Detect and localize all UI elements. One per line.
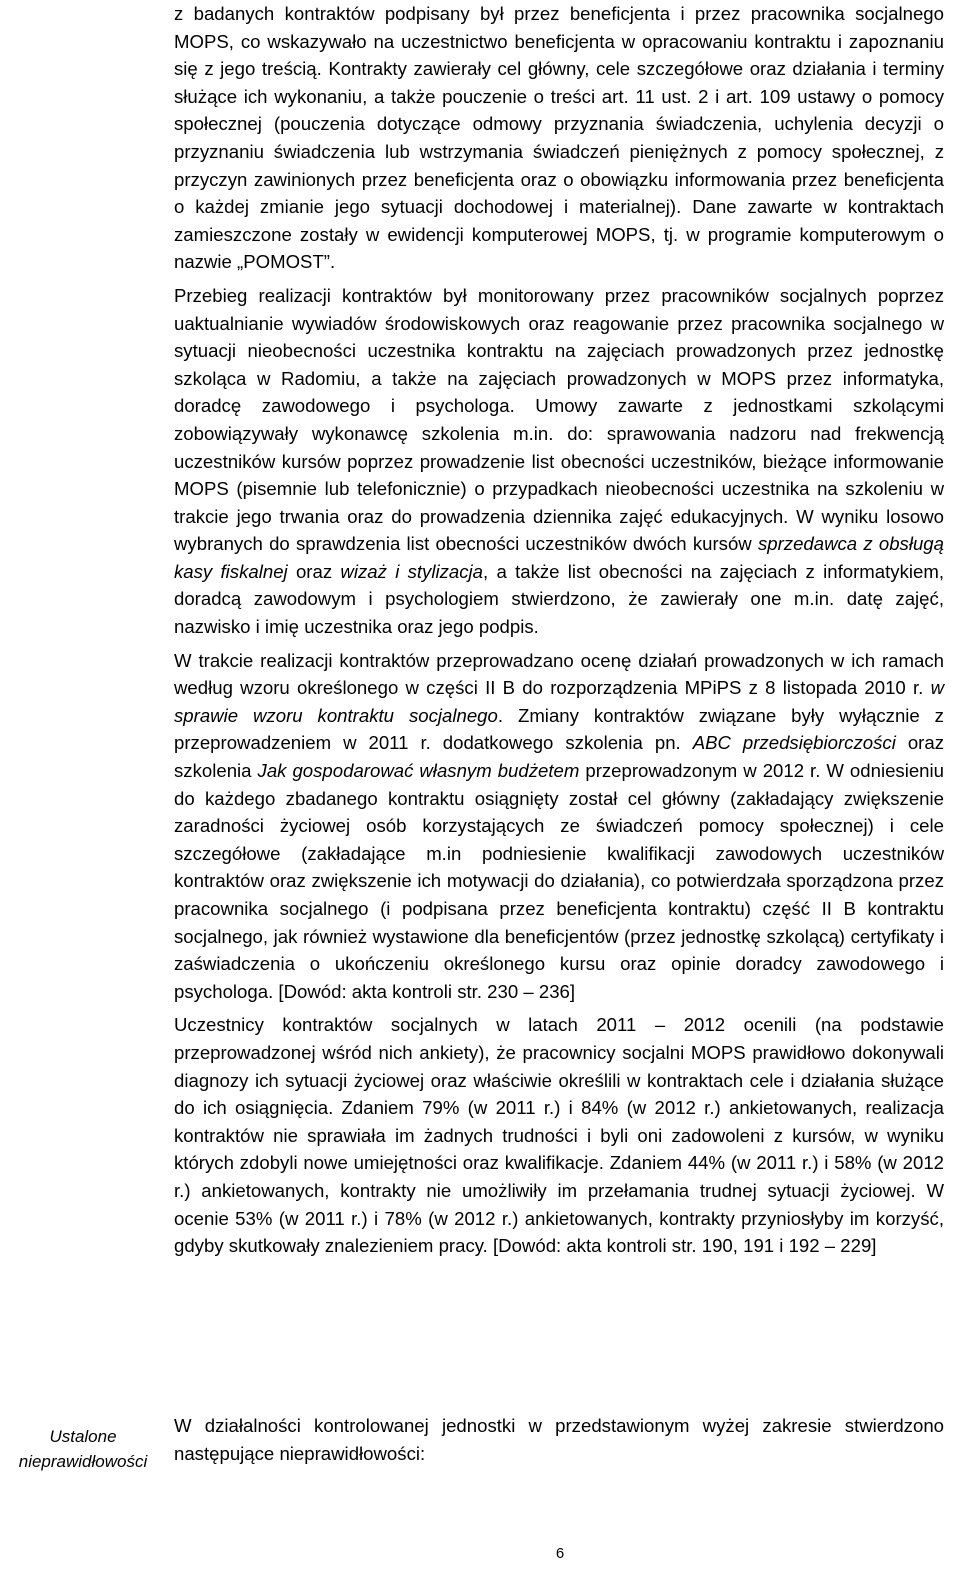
paragraph: [174, 1011, 944, 1259]
text-segment: Uczestnicy kontraktów socjalnych w latach 2011 – 2012 ocenili (na podstawie przeprowadzonej wśród nich ankiety), że pracownicy socjalni MOPS prawidłowo dokonywali diagnozy ich sytuacji życiowej oraz właściwie określili w kontraktach cele i działania służące do ich osiągnięcia. Zdaniem 79% (w 2011 r.) i 84% (w 2012 r.) ankietowanych, realizacja kontraktów nie sprawiała im żadnych trudności i byli oni zadowoleni z kursów, w wyniku których zdobyli nowe umiejętności oraz kwalifikacje. Zdaniem 44% (w 2011 r.) i 58% (w 2012 r.) ankietowanych, kontrakty nie umożliwiły im przełamania trudnej sytuacji życiowej. W ocenie 53% (w 2011 r.) i 78% (w 2012 r.) ankietowanych, kontrakty przyniosłyby im korzyść, gdyby skutkowały znalezieniem pracy. [Dowód: akta kontroli str. 190, 191 i 192 – 229]: [174, 1014, 944, 1257]
paragraph: [174, 0, 944, 276]
side-label-line: nieprawidłowości: [18, 1452, 148, 1471]
paragraph: [174, 647, 944, 1006]
text-segment: W trakcie realizacji kontraktów przeprowadzano ocenę działań prowadzonych w ich ramach według wzoru określonego w części II B do rozporządzenia MPiPS z 8 listopada 2010 r.: [174, 649, 944, 699]
text-segment: , a także list obecności na zajęciach z informatykiem, doradcą zawodowym i psychologiem stwierdzono, że zawierały one m.in. datę zajęć, nazwisko i imię uczestnika oraz jego podpis.: [174, 560, 945, 638]
section-side-label: [0, 1424, 166, 1474]
text-segment: z badanych kontraktów podpisany był przez beneficjenta i przez pracownika socjalnego MOPS, co wskazywało na uczestnictwo beneficjenta w opracowaniu kontraktu i zapoznaniu się z jego treścią. Kontrakty zawierały cel główny, cele szczegółowe oraz działania i terminy służące ich wykonaniu, a także pouczenie o treści art. 11 ust. 2 i art. 109 ustawy o pomocy społecznej (pouczenia dotyczące odmowy przyznania świadczenia, uchylenia decyzji o przyznaniu świadczenia lub wstrzymania świadczeń pieniężnych z pomocy społecznej, z przyczyn zawinionych przez beneficjenta oraz o obowiązku informowania przez beneficjenta o każdej zmianie jego sytuacji dochodowej i materialnej). Dane zawarte w kontraktach zamieszczone zostały w ewidencji komputerowej MOPS, tj. w programie komputerowym o nazwie „POMOST”.: [174, 3, 944, 273]
italic-text-segment: wizaż i stylizacja: [340, 560, 484, 582]
text-segment: . Zmiany kontraktów związane były wyłącznie z przeprowadzeniem w 2011 r. dodatkowego szkolenia pn.: [174, 704, 944, 754]
body-text-column: [174, 0, 944, 1260]
text-segment: oraz szkolenia: [174, 732, 944, 782]
italic-text-segment: sprzedawca z obsługą kasy fiskalnej: [174, 533, 944, 582]
side-label-line: Ustalone: [49, 1427, 117, 1446]
paragraph: [174, 282, 944, 641]
italic-text-segment: ABC przedsiębiorczości: [692, 732, 896, 754]
text-segment: Przebieg realizacji kontraktów był monitorowany przez pracowników socjalnych poprzez uaktualnianie wywiadów środowiskowych oraz reagowanie przez pracownika socjalnego w sytuacji nieobecności uczestnika kontraktu na zajęciach prowadzonych przez jednostkę szkoląca w Radomiu, a także na zajęciach prowadzonych w MOPS przez informatyka, doradcę zawodowego i psychologa. Umowy zawarte z jednostkami szkolącymi zobowiązywały wykonawcę szkolenia m.in. do: sprawowania nadzoru nad frekwencją uczestników kursów poprzez prowadzenie list obecności uczestników, bieżące informowanie MOPS (pisemnie lub telefonicznie) o przypadkach nieobecności uczestnika na szkoleniu w trakcie jego trwania oraz do prowadzenia dziennika zajęć edukacyjnych. W wyniku losowo wybranych do sprawdzenia list obecności uczestników dwóch kursów: [174, 284, 944, 555]
italic-text-segment: Jak gospodarować własnym budżetem: [257, 760, 580, 782]
italic-text-segment: w sprawie wzoru kontraktu socjalnego: [174, 677, 944, 726]
text-segment: oraz: [287, 560, 341, 582]
section-intro-text: W działalności kontrolowanej jednostki w przedstawionym wyżej zakresie stwierdzono następujące nieprawidłowości:: [174, 1415, 944, 1464]
text-segment: przeprowadzonym w 2012 r. W odniesieniu do każdego zbadanego kontraktu osiągnięty został cel główny (zakładający zwiększenie zaradności życiowej osób korzystających ze świadczeń pomocy społecznej) i cele szczegółowe (zakładające m.in podniesienie kwalifikacji zawodowych uczestników kontraktów oraz zwiększenie ich motywacji do działania), co potwierdzała sporządzona przez pracownika socjalnego (i podpisana przez beneficjenta kontraktu) część II B kontraktu socjalnego, jak również wystawione dla beneficjentów (przez jednostkę szkolącą) certyfikaty i zaświadczenia o ukończeniu określonego kursu oraz opinie doradcy zawodowego i psychologa. [Dowód: akta kontroli str. 230 – 236]: [174, 760, 944, 1002]
page-number: 6: [555, 1545, 565, 1562]
